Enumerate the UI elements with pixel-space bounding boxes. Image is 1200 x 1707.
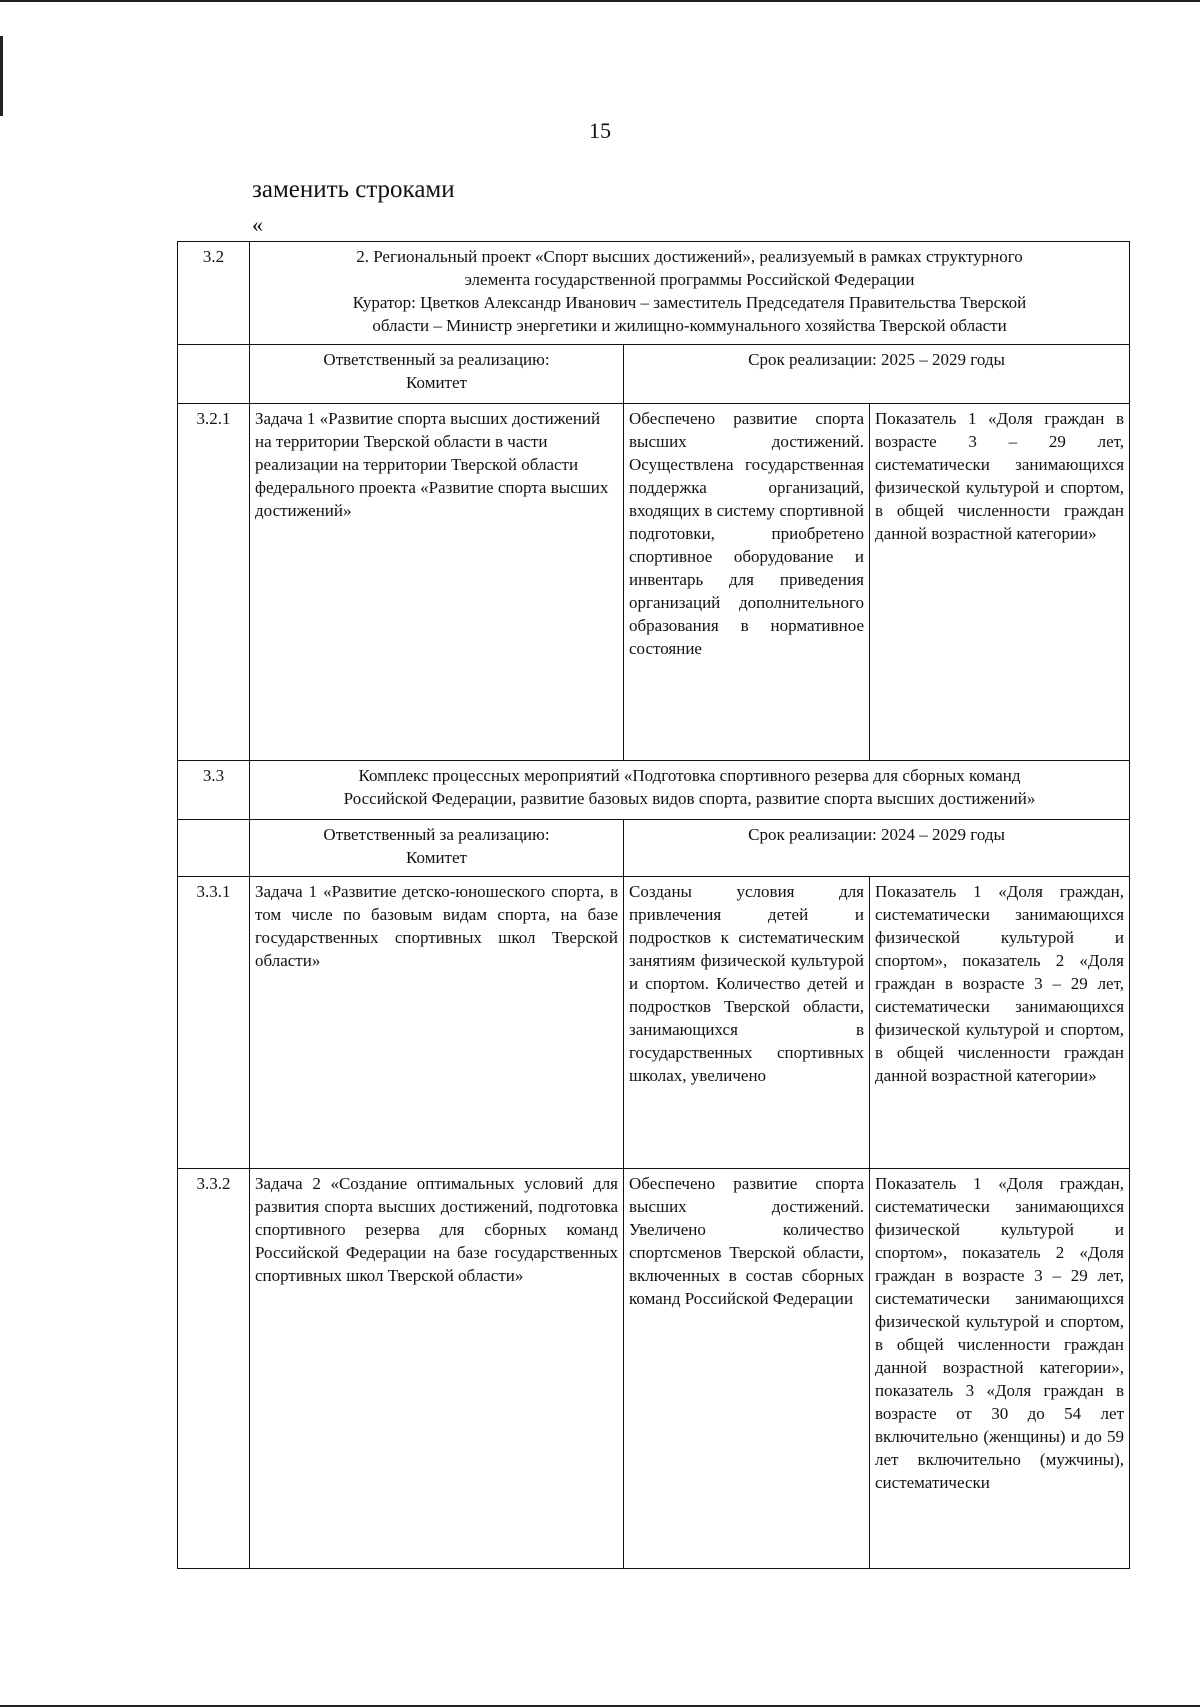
program-table xyxy=(177,241,1130,1569)
term-cell: Срок реализации: 2024 – 2029 годы xyxy=(624,820,1130,877)
page-number: 15 xyxy=(589,118,611,143)
term-cell: Срок реализации: 2025 – 2029 годы xyxy=(624,345,1130,404)
table-row-3-2-meta xyxy=(178,345,1130,404)
task-cell: Задача 2 «Создание оптимальных условий для развития спорта высших достижений, подготовка спортивного резерва для сборных команд Российской Федерации на базе государственных спортивных школ Тверской области» xyxy=(250,1169,624,1569)
table-row-3-2 xyxy=(178,242,1130,345)
empty-cell xyxy=(178,345,250,404)
empty-cell xyxy=(178,820,250,877)
responsible-label: Ответственный за реализацию: xyxy=(323,350,550,369)
lead-text: заменить строками xyxy=(252,176,455,203)
title-line: 2. Региональный проект «Спорт высших достижений», реализуемый в рамках структурного xyxy=(356,247,1023,266)
responsible-cell xyxy=(250,820,624,877)
row-number: 3.2 xyxy=(178,242,250,345)
scan-edge-top xyxy=(0,0,1200,2)
complex-title xyxy=(250,761,1130,820)
row-number: 3.3 xyxy=(178,761,250,820)
row-number: 3.3.2 xyxy=(178,1169,250,1569)
table-row-3-3 xyxy=(178,761,1130,820)
title-line: элемента государственной программы Российской Федерации xyxy=(464,270,915,289)
result-cell: Обеспечено развитие спорта высших достижений. Увеличено количество спортсменов Тверской области, включенных в состав сборных команд Российской Федерации xyxy=(624,1169,870,1569)
open-quote: « xyxy=(252,212,263,237)
table-row-3-3-1 xyxy=(178,877,1130,1169)
responsible-cell xyxy=(250,345,624,404)
result-cell: Обеспечено развитие спорта высших достижений. Осуществлена государственная поддержка организаций, входящих в систему спортивной подготовки, приобретено спортивное оборудование и инвентарь для приведения организаций дополнительного образования в нормативное состояние xyxy=(624,404,870,761)
indicator-cell: Показатель 1 «Доля граждан в возрасте 3 – 29 лет, систематически занимающихся физической культурой и спортом, в общей численности граждан данной возрастной категории» xyxy=(870,404,1130,761)
row-number: 3.2.1 xyxy=(178,404,250,761)
task-cell: Задача 1 «Развитие спорта высших достижений на территории Тверской области в части реализации на территории Тверской области федерального проекта «Развитие спорта высших достижений» xyxy=(250,404,624,761)
responsible-label: Ответственный за реализацию: xyxy=(323,825,550,844)
project-title xyxy=(250,242,1130,345)
title-line: Куратор: Цветков Александр Иванович – заместитель Председателя Правительства Тверской xyxy=(352,293,1027,312)
title-line: Комплекс процессных мероприятий «Подготовка спортивного резерва для сборных команд xyxy=(358,766,1021,785)
table-row-3-3-meta xyxy=(178,820,1130,877)
title-line: Российской Федерации, развитие базовых видов спорта, развитие спорта высших достижений» xyxy=(343,789,1036,808)
scan-edge-left xyxy=(0,36,3,116)
title-line: области – Министр энергетики и жилищно-коммунального хозяйства Тверской области xyxy=(372,316,1007,335)
responsible-value: Комитет xyxy=(406,373,467,392)
table-row-3-2-1 xyxy=(178,404,1130,761)
task-cell: Задача 1 «Развитие детско-юношеского спорта, в том числе по базовым видам спорта, на базе государственных спортивных школ Тверской области» xyxy=(250,877,624,1169)
indicator-cell: Показатель 1 «Доля граждан, систематически занимающихся физической культурой и спортом», показатель 2 «Доля граждан в возрасте 3 – 29 лет, систематически занимающихся физической культурой и спортом, в общей численности граждан данной возрастной категории», показатель 3 «Доля граждан в возрасте от 30 до 54 лет включительно (женщины) и до 59 лет включительно (мужчины), систематически xyxy=(870,1169,1130,1569)
table-row-3-3-2 xyxy=(178,1169,1130,1569)
indicator-cell: Показатель 1 «Доля граждан, систематически занимающихся физической культурой и спортом», показатель 2 «Доля граждан в возрасте 3 – 29 лет, систематически занимающихся физической культурой и спортом, в общей численности граждан данной возрастной категории» xyxy=(870,877,1130,1169)
result-cell: Созданы условия для привлечения детей и подростков к систематическим занятиям физической культурой и спортом. Количество детей и подростков Тверской области, занимающихся в государственных спортивных школах, увеличено xyxy=(624,877,870,1169)
row-number: 3.3.1 xyxy=(178,877,250,1169)
responsible-value: Комитет xyxy=(406,848,467,867)
